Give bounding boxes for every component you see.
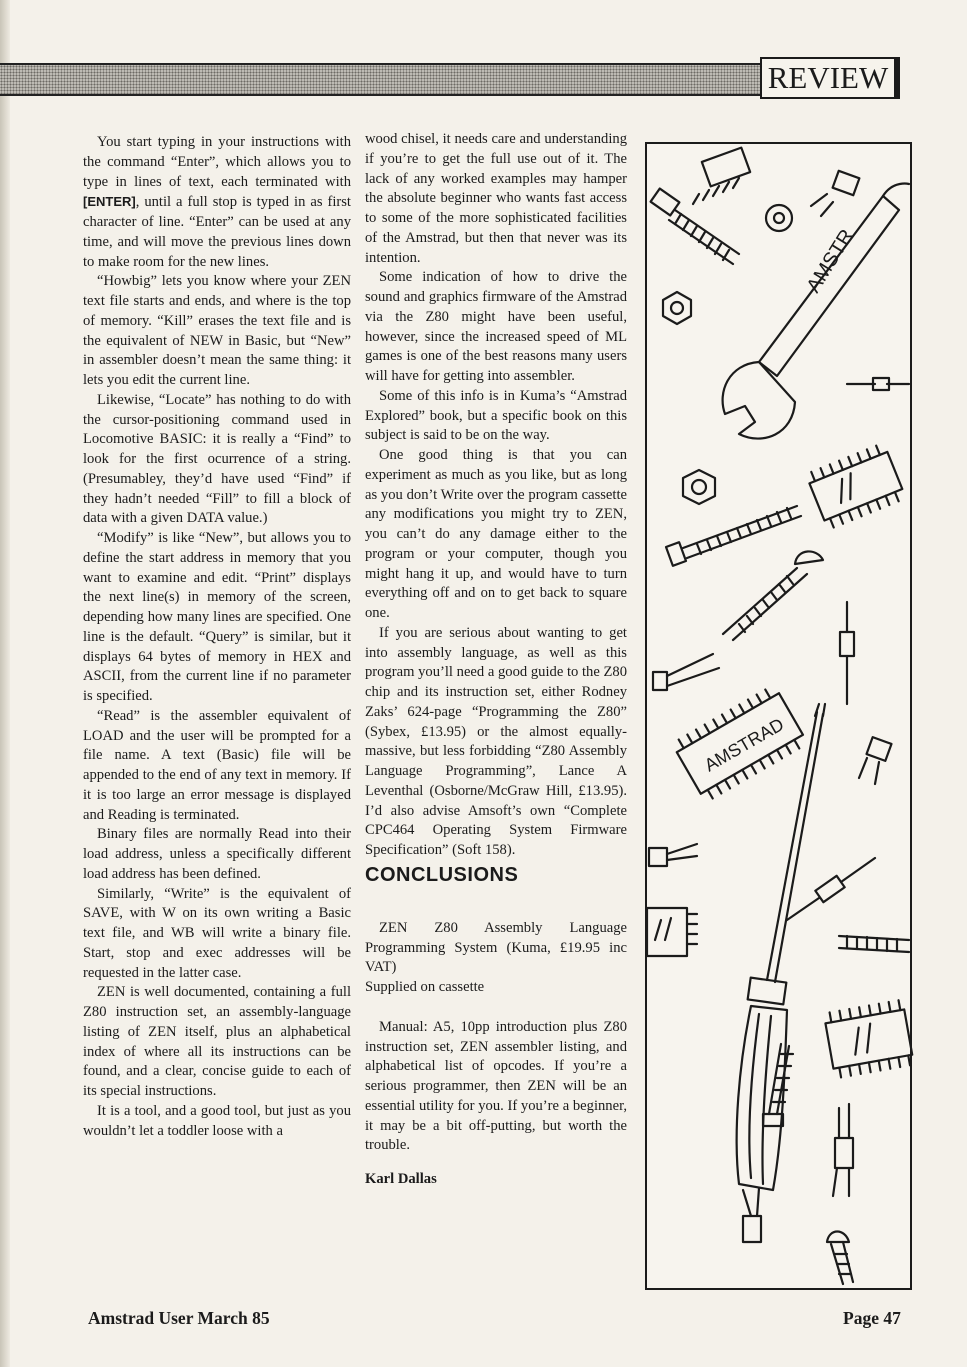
capacitor-icon (811, 171, 859, 216)
resistor-icon (847, 378, 909, 390)
tools-illustration (645, 142, 912, 1290)
chip-icon (824, 1000, 914, 1079)
transistor-icon (743, 1188, 761, 1242)
bolt-icon (839, 936, 909, 952)
paragraph: “Howbig” lets you know where your ZEN text file starts and ends, and where is the top of memory. “Kill” erases the text file and is the equivalent of NEW in Basic, but “New” in assembler doesn’t mean the same thing: it lets you edit the current line. (83, 273, 351, 388)
washer-icon (766, 205, 792, 231)
wrench-icon (723, 184, 909, 439)
paragraph (83, 133, 351, 272)
paragraph: If you are serious about wanting to get into assembly language, as well as this program you’ll need a good guide to the Z80 chip and its instruction set, either Rodney Zaks’ 624-page “Programming the Z80” (Sybex, £13.95) or the almost equally-massive, but less forbidding “Z80 Assembly Language Programming”, Lance A Leventhal (Osborne/McGraw Hill, £13.95). I’d also advise Amsoft’s own “Complete CPC464 Operating System Firmware Specification” (Soft 158). (365, 624, 627, 858)
screw-icon (827, 1232, 853, 1285)
chip-icon (647, 908, 697, 956)
paragraph: “Read” is the assembler equivalent of LOAD and the user will be prompted for a file name. A text (Basic) file will be appended to the end of any text in memory. If it is too large an error message is displayed and Reading is terminated. (83, 707, 351, 823)
capacitor-icon (653, 654, 719, 690)
transistor-icon (649, 844, 697, 866)
screw-icon (723, 551, 823, 640)
paragraph: One good thing is that you can experiment as much as you like, but as long as you don’t Write over the program cassette any modifications you might try to ZEN, you can’t do any damage either to the program or your computer, though you might hang it up, and would have to turn everything off and on to get back to square one. (365, 447, 627, 621)
section-tag: REVIEW (760, 57, 900, 99)
page-edge-shadow (0, 0, 10, 1367)
bolt-icon (666, 506, 801, 566)
article-column-2 (365, 130, 627, 1190)
verdict-paragraph: Manual: A5, 10pp introduction plus Z80 instruction set, ZEN assembler listing, and alphabetical list of opcodes. If you’re a serious programmer, then ZEN will be an essential utility for you. If you’re a beginner, it may be a bit off-putting, but worth the trouble. (365, 1018, 627, 1154)
footer-page-number: Page 47 (843, 1308, 901, 1328)
resistor-icon (840, 602, 854, 704)
paragraph-text: You start typing in your instructions with the command “Enter”, which allows you to type in lines of text, each terminated with (83, 134, 351, 190)
spacer (365, 998, 627, 1018)
nut-icon (663, 292, 691, 324)
nut-icon (683, 470, 715, 504)
paragraph: Likewise, “Locate” has nothing to do with the cursor-positioning command used in Locomotive BASIC: it is really a “Find” to look for the first ocurrence of a string. (Presumabley, they’d have used “Find” if they hadn’t needed “Fill” to fill a block of data with a given DATA value.) (83, 391, 351, 527)
paragraph: “Modify” is like “New”, but allows you to define the start address in memory that you want to examine and edit. “Print” displays the next line(s) in memory of the screen, depending how many lines are specified. One line is the default. “Query” is similar, but it displays 64 bytes of memory in HEX and ASCII, from the current line if no parameter is specified. (83, 530, 351, 704)
supplied-note: Supplied on cassette (365, 979, 485, 995)
header-band (0, 63, 762, 96)
screwdriver-icon (737, 704, 825, 1190)
capacitor-icon (859, 737, 891, 784)
resistor-icon (787, 858, 875, 920)
paragraph: Similarly, “Write” is the equivalent of SAVE, with W on its own writing a Basic text file, and WB will write a binary file. Start, stop and exec addresses will be requested in the latter case. (83, 885, 351, 981)
spacer (365, 889, 627, 919)
chip-icon (806, 443, 906, 530)
capacitor-icon (833, 1104, 853, 1196)
conclusions-heading: CONCLUSIONS (365, 863, 519, 886)
article-column-1 (83, 133, 351, 1141)
chip-label: AMSTRAD (701, 714, 788, 776)
chip-icon (693, 148, 750, 204)
paragraph: It is a tool, and a good tool, but just as you wouldn’t let a toddler loose with a (83, 1102, 351, 1139)
footer-publication: Amstrad User March 85 (88, 1308, 270, 1328)
paragraph: Binary files are normally Read into their load address, unless a specifically different load address has been defined. (83, 826, 351, 882)
enter-key-label: [ENTER] (83, 194, 136, 210)
author-byline: Karl Dallas (365, 1171, 437, 1187)
product-summary: ZEN Z80 Assembly Language Programming System (Kuma, £19.95 inc VAT) (365, 919, 627, 976)
paragraph: ZEN is well documented, containing a full Z80 instruction set, an assembly-language listing of ZEN itself, plus an alphabetical index of where all its instructions can be found, and a clear, concise guide to each of its special instructions. (83, 984, 351, 1099)
paragraph: Some of this info is in Kuma’s “Amstrad Explored” book, but a specific book on this subject is said to be on the way. (365, 387, 627, 444)
wrench-label: AMSTR (802, 225, 859, 297)
paragraph: wood chisel, it needs care and understanding if you’re to get the full use out of it. The lack of any worked examples may hamper the absolute beginner who wants fast access to some of the more sophisticated facilities of the Amstrad, but then that never was its intention. (365, 131, 627, 266)
paragraph: Some indication of how to drive the sound and graphics firmware of the Amstrad via the Z80 might have been useful, however, since the increased speed of ML games is one of the best reasons many users will have for getting into assembler. (365, 269, 627, 384)
paragraph-text: , until a full stop is typed in as first character of line. “Enter” can be used at any time, and will move the previous lines down to make room for the new lines. (83, 194, 351, 270)
